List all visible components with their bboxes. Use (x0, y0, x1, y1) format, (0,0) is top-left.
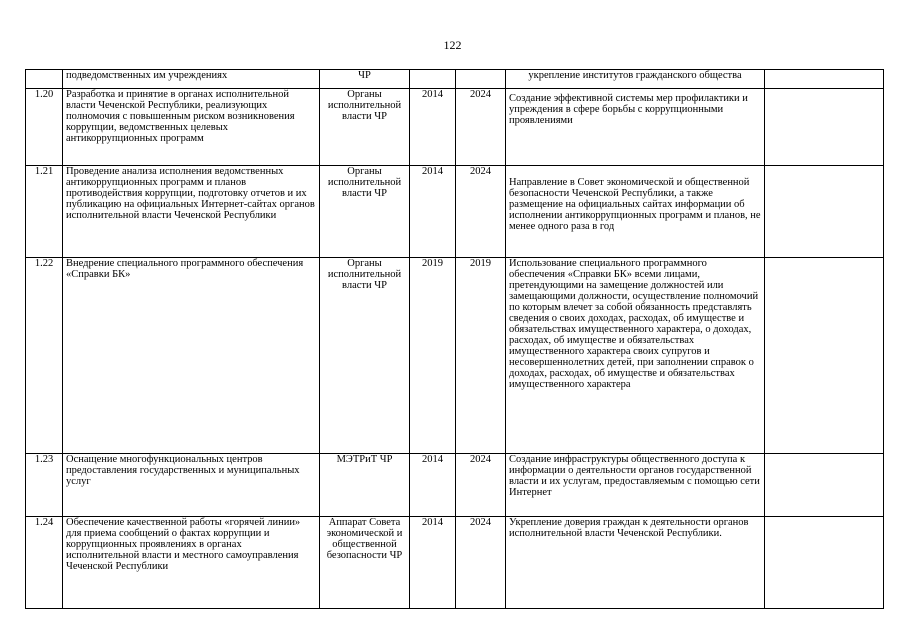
note-cell (765, 70, 884, 89)
result-cell: Направление в Совет экономической и общественной безопасности Чеченской Республики, а также размещение на официальных сайтах информации об исполнении антикоррупционных программ и планов, не менее одного раза в год (506, 166, 765, 258)
executor-cell: Аппарат Совета экономической и общественной безопасности ЧР (320, 517, 410, 609)
executor-cell: ЧР (320, 70, 410, 89)
result-cell: Создание инфраструктуры общественного доступа к информации о деятельности органов государственной власти и их услугам, предоставляемым с помощью сети Интернет (506, 454, 765, 517)
activity-cell: Оснащение многофункциональных центров предоставления государственных и муниципальных услуг (63, 454, 320, 517)
end-year-cell: 2024 (456, 166, 506, 258)
activity-cell: Разработка и принятие в органах исполнительной власти Чеченской Республики, реализующих полномочия с повышенным риском возникновения коррупции, ведомственных целевых антикоррупционных программ (63, 89, 320, 166)
result-cell: Использование специального программного обеспечения «Справки БК» всеми лицами, претендующими на замещение должностей или замещающими должности, осуществление полномочий по которым влечет за собой обязанность представлять сведения о своих доходах, расходах, об имуществе и обязательствах имущественного характера, о доходах, расходах, об имуществе и обязательствах имущественного характера своих супругов и несовершеннолетних детей, при заполнении справок о доходах, расходах, об имуществе и обязательствах имущественного характера (506, 258, 765, 454)
end-year-cell (456, 70, 506, 89)
table-row (26, 166, 884, 258)
note-cell (765, 517, 884, 609)
table-row (26, 517, 884, 609)
table-row (26, 258, 884, 454)
row-number: 1.24 (26, 517, 63, 609)
result-cell: Укрепление доверия граждан к деятельности органов исполнительной власти Чеченской Республики. (506, 517, 765, 609)
action-plan-table (25, 69, 884, 609)
start-year-cell: 2014 (410, 89, 456, 166)
table-row (26, 89, 884, 166)
activity-cell: подведомственных им учреждениях (63, 70, 320, 89)
result-cell: укрепление институтов гражданского общества (506, 70, 765, 89)
end-year-cell: 2024 (456, 517, 506, 609)
start-year-cell: 2014 (410, 454, 456, 517)
end-year-cell: 2019 (456, 258, 506, 454)
start-year-cell: 2014 (410, 166, 456, 258)
activity-cell: Внедрение специального программного обеспечения «Справки БК» (63, 258, 320, 454)
executor-cell: МЭТРиТ ЧР (320, 454, 410, 517)
executor-cell: Органы исполнительной власти ЧР (320, 166, 410, 258)
table-row (26, 70, 884, 89)
row-number: 1.20 (26, 89, 63, 166)
note-cell (765, 258, 884, 454)
activity-cell: Обеспечение качественной работы «горячей линии» для приема сообщений о фактах коррупции и коррупционных проявлениях в органах исполнительной власти и местного самоуправления Чеченской Республики (63, 517, 320, 609)
table-row (26, 454, 884, 517)
page-number: 122 (443, 38, 462, 52)
row-number: 1.21 (26, 166, 63, 258)
note-cell (765, 89, 884, 166)
row-number: 1.23 (26, 454, 63, 517)
executor-cell: Органы исполнительной власти ЧР (320, 89, 410, 166)
start-year-cell (410, 70, 456, 89)
row-number: 1.22 (26, 258, 63, 454)
row-number (26, 70, 63, 89)
start-year-cell: 2014 (410, 517, 456, 609)
end-year-cell: 2024 (456, 89, 506, 166)
start-year-cell: 2019 (410, 258, 456, 454)
activity-cell: Проведение анализа исполнения ведомственных антикоррупционных программ и планов противодействия коррупции, подготовку отчетов и их публикацию на официальных Интернет-сайтах органов исполнительной власти Чеченской Республики (63, 166, 320, 258)
executor-cell: Органы исполнительной власти ЧР (320, 258, 410, 454)
note-cell (765, 454, 884, 517)
note-cell (765, 166, 884, 258)
result-cell: Создание эффективной системы мер профилактики и упреждения в сфере борьбы с коррупционными проявлениями (506, 89, 765, 166)
end-year-cell: 2024 (456, 454, 506, 517)
